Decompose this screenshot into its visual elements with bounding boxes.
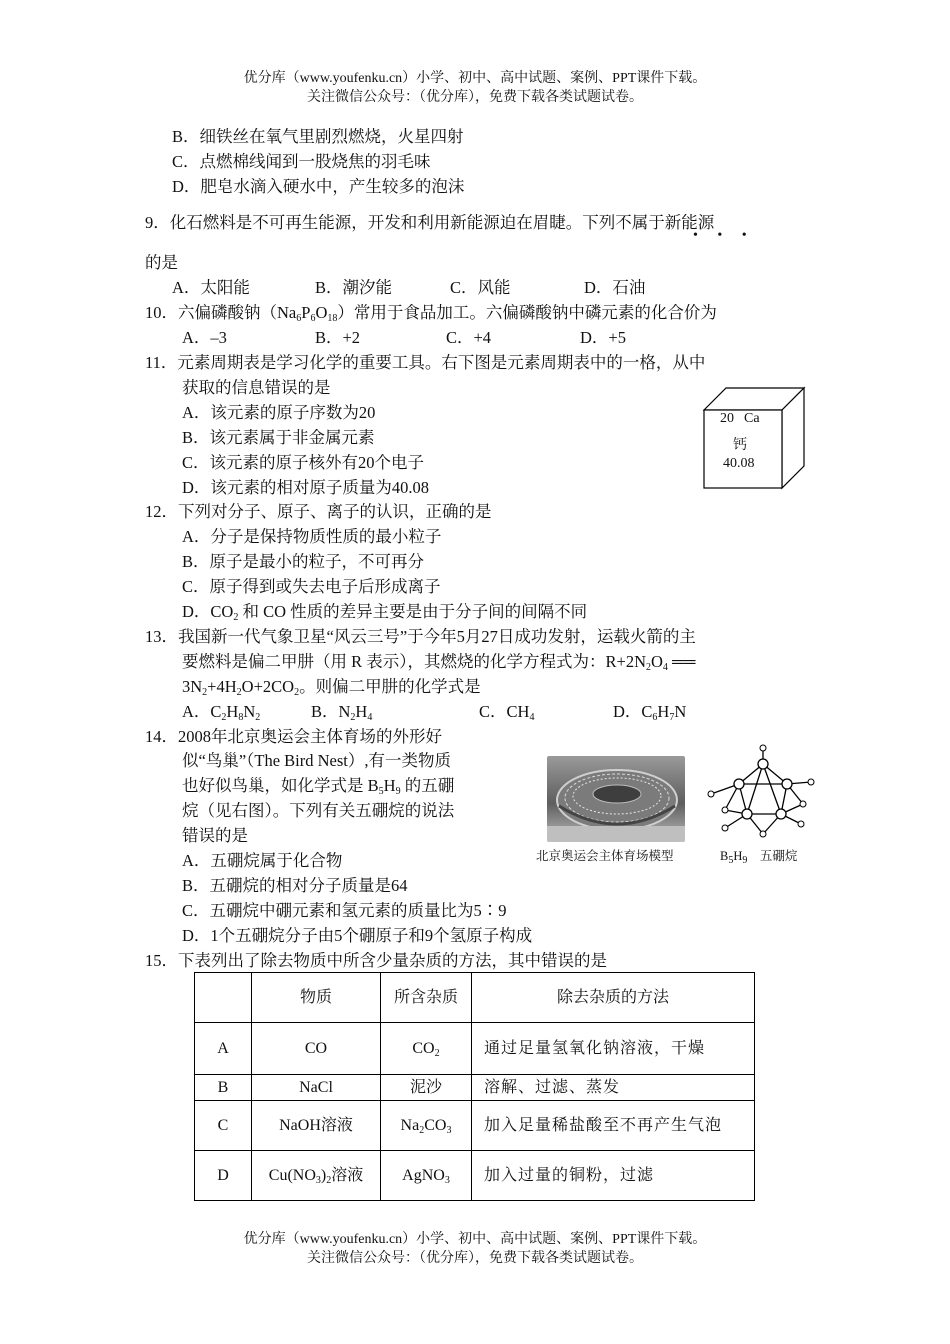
q9-option-a: A．太阳能 (172, 278, 250, 297)
q10-option-b: B．+2 (315, 328, 361, 347)
q13-option-a: A．$C_2H_8N_2$ (182, 702, 261, 723)
pentaborane-caption: $B_5H_9$ 五硼烷 (720, 849, 798, 866)
table-row (195, 1075, 755, 1101)
q12-option-b: B．原子是最小的粒子，不可再分 (182, 552, 425, 571)
footer-line-2: 关注微信公众号：（优分库），免费下载各类试题试卷。 (307, 1251, 643, 1266)
q11-option-c: C．该元素的原子核外有20个电子 (182, 453, 425, 472)
impurity-cell: AgNO$_3$ (381, 1151, 472, 1201)
table-header-cell: 除去杂质的方法 (472, 973, 755, 1023)
impurity-cell: 泥沙 (381, 1075, 472, 1101)
impurity-table (194, 972, 755, 1201)
q11-stem-line-2: 获取的信息错误的是 (182, 378, 331, 397)
q11-option-b: B．该元素属于非金属元素 (182, 428, 375, 447)
q14-option-c: C．五硼烷中硼元素和氢元素的质量比为5∶9 (182, 901, 507, 920)
table-row (195, 1101, 755, 1151)
periodic-cell-symbol: Ca (744, 411, 760, 426)
row-label: B (195, 1075, 252, 1101)
method-cell: 加入过量的铜粉，过滤 (472, 1151, 755, 1201)
footer-line-1: 优分库（www.youfenku.cn）小学、初中、高中试题、案例、PPT课件下载。 (243, 1232, 707, 1247)
stadium-model-photo (547, 756, 685, 842)
q13-option-c: C．$CH_4$ (479, 702, 535, 723)
q14-stem-line-3: 也好似鸟巢，如化学式是 $B_5H_9$ 的五硼 (182, 776, 455, 797)
substance-cell: $Cu(NO_3)_2$溶液 (252, 1151, 381, 1201)
method-cell: 通过足量氢氧化钠溶液，干燥 (472, 1023, 755, 1075)
q8-option-d: D．肥皂水滴入硬水中，产生较多的泡沫 (172, 177, 465, 196)
substance-cell: NaOH溶液 (252, 1101, 381, 1151)
q8-option-c: C．点燃棉线闻到一股烧焦的羽毛味 (172, 152, 431, 171)
q9-option-b: B．潮汐能 (315, 278, 393, 297)
q11-option-d: D．该元素的相对原子质量为40.08 (182, 478, 430, 497)
q13-stem-line-3: $3N_2+4H_2O+2CO_2$。则偏二甲肼的化学式是 (182, 677, 481, 698)
q12-option-c: C．原子得到或失去电子后形成离子 (182, 577, 441, 596)
q13-stem-line-1: 13．我国新一代气象卫星“风云三号”于今年5月27日成功发射，运载火箭的主 (145, 627, 696, 646)
q13-option-d: D．$C_6H_7N$ (613, 702, 687, 723)
header-line-1: 优分库（www.youfenku.cn）小学、初中、高中试题、案例、PPT课件下载。 (243, 71, 707, 86)
q14-option-a: A．五硼烷属于化合物 (182, 851, 343, 870)
q10-option-c: C．+4 (446, 328, 492, 347)
q14-stem-line-5: 错误的是 (182, 826, 248, 845)
substance-cell: CO (252, 1023, 381, 1075)
q11-stem-line-1: 11．元素周期表是学习化学的重要工具。右下图是元素周期表中的一格，从中 (145, 353, 706, 372)
q9-option-d: D．石油 (584, 278, 646, 297)
header-line-2: 关注微信公众号：（优分库），免费下载各类试题试卷。 (307, 90, 643, 105)
q14-stem-line-1: 14．2008年北京奥运会主体育场的外形好 (145, 727, 442, 746)
q10-option-d: D．+5 (580, 328, 626, 347)
q9-stem-line-2: 的是 (145, 253, 178, 272)
impurity-cell: $CO_2$ (381, 1023, 472, 1075)
q13-stem-line-2: 要燃料是偏二甲肼（用 R 表示），其燃烧的化学方程式为：$R+2N_2O_4$ ══ (182, 652, 696, 673)
row-label: C (195, 1101, 252, 1151)
q14-stem-line-2: 似“鸟巢”（The Bird Nest）,有一类物质 (182, 751, 452, 770)
q14-stem-line-4: 烷（见右图）。下列有关五硼烷的说法 (182, 801, 455, 820)
q10-stem: 10．六偏磷酸钠$(Na_6P_6O_{18})$常用于食品加工。六偏磷酸钠中磷元素的化合价为 (145, 303, 717, 324)
substance-cell: NaCl (252, 1075, 381, 1101)
q15-stem: 15．下表列出了除去物质中所含少量杂质的方法，其中错误的是 (145, 951, 607, 970)
table-header-cell: 物质 (252, 973, 381, 1023)
periodic-cell-name: 钙 (733, 438, 747, 453)
q14-option-d: D．1个五硼烷分子由5个硼原子和9个氢原子构成 (182, 926, 533, 945)
q9-option-c: C．风能 (450, 278, 511, 297)
table-header-cell (195, 973, 252, 1023)
q9-emphasis-dots: • • • (693, 228, 755, 243)
periodic-cell-box (700, 386, 810, 492)
q10-option-a: A．–3 (182, 328, 227, 347)
stadium-caption: 北京奥运会主体育场模型 (536, 849, 674, 863)
q12-option-d: D．$CO_2$ 和 CO 性质的差异主要是由于分子间的间隔不同 (182, 602, 588, 623)
q13-option-b: B．$N_2H_4$ (311, 702, 373, 723)
q12-option-a: A．分子是保持物质性质的最小粒子 (182, 527, 442, 546)
impurity-cell: $Na_2CO_3$ (381, 1101, 472, 1151)
row-label: A (195, 1023, 252, 1075)
table-row (195, 1151, 755, 1201)
q8-option-b: B．细铁丝在氧气里剧烈燃烧，火星四射 (172, 127, 464, 146)
q11-option-a: A．该元素的原子序数为20 (182, 403, 376, 422)
q14-option-b: B．五硼烷的相对分子质量是64 (182, 876, 408, 895)
row-label: D (195, 1151, 252, 1201)
q12-stem: 12．下列对分子、原子、离子的认识，正确的是 (145, 502, 492, 521)
q9-stem-line-1: 9．化石燃料是不可再生能源，开发和利用新能源迫在眉睫。下列不属于新能源 (145, 213, 715, 232)
pentaborane-structure (703, 744, 815, 842)
periodic-cell-mass: 40.08 (723, 456, 755, 471)
periodic-cell-number: 20 (720, 411, 734, 426)
table-header-cell: 所含杂质 (381, 973, 472, 1023)
table-row (195, 1023, 755, 1075)
method-cell: 溶解、过滤、蒸发 (472, 1075, 755, 1101)
method-cell: 加入足量稀盐酸至不再产生气泡 (472, 1101, 755, 1151)
table-header-row (195, 973, 755, 1023)
